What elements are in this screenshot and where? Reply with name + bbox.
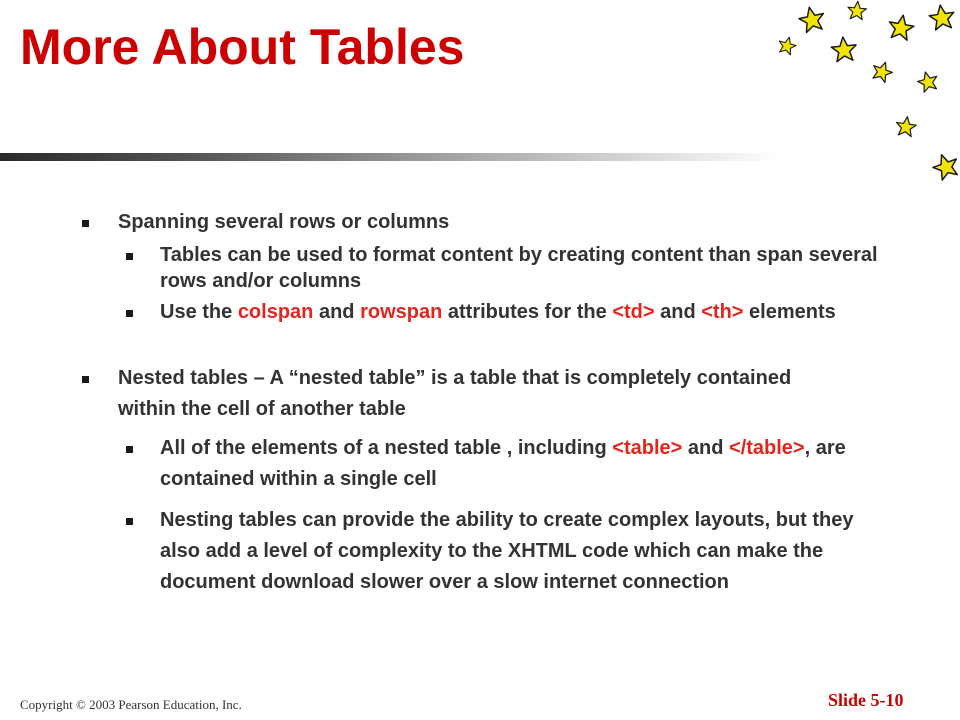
keyword-th-tag: <th>	[701, 301, 744, 323]
sub-bullet-nesting-complexity: Nesting tables can provide the ability to create complex layouts, but they also add a level of complexity to the XHTML code which can make the document download slower over a slow internet connection	[160, 505, 890, 598]
text-fragment: and	[654, 301, 702, 323]
text-fragment: and	[682, 437, 730, 459]
star-icon	[916, 69, 940, 93]
keyword-td-tag: <td>	[612, 301, 655, 323]
sub-bullet-nested-elements	[160, 433, 890, 495]
star-icon	[777, 35, 798, 56]
star-icon	[870, 59, 895, 84]
text-fragment: and	[313, 301, 361, 323]
star-icon	[928, 3, 956, 30]
sub-bullet-format-content: Tables can be used to format content by creating content than span several rows and/or columns	[160, 242, 890, 294]
slide-number: Slide 5-10	[828, 690, 904, 710]
title-divider	[0, 153, 780, 161]
text-fragment: elements	[743, 301, 836, 323]
keyword-table-open-tag: <table>	[612, 437, 683, 459]
stars-decoration	[760, 0, 960, 200]
keyword-rowspan: rowspan	[360, 301, 443, 323]
star-icon	[895, 115, 917, 137]
text-fragment: attributes for the	[442, 301, 613, 323]
keyword-table-close-tag: </table>	[729, 437, 805, 459]
star-icon	[831, 36, 858, 62]
slide-title: More About Tables	[20, 19, 465, 75]
star-icon	[887, 13, 916, 41]
bullet-nested-tables: Nested tables – A “nested table” is a table that is completely contained within the cell of another table	[118, 363, 838, 425]
bullet-spanning-rows-columns: Spanning several rows or columns	[118, 209, 838, 235]
text-fragment: , are contained within a single cell	[160, 437, 846, 490]
text-fragment: All of the elements of a nested table , including	[160, 437, 613, 459]
star-icon	[847, 0, 867, 20]
keyword-colspan: colspan	[237, 301, 314, 323]
sub-bullet-colspan-rowspan	[160, 299, 890, 325]
star-icon	[797, 5, 826, 34]
star-icon	[930, 151, 960, 182]
copyright-notice: Copyright © 2003 Pearson Education, Inc.	[20, 697, 242, 712]
text-fragment: Use the	[160, 301, 238, 323]
